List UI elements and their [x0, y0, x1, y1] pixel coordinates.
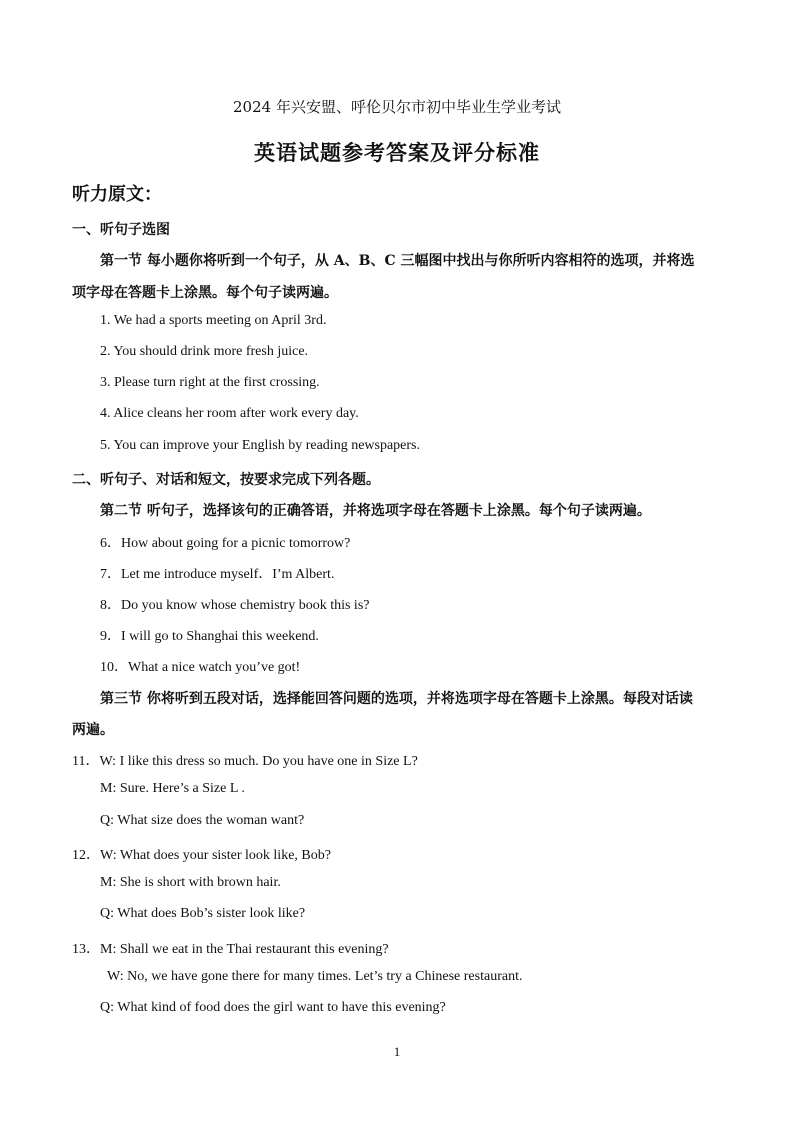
list-item: 5. You can improve your English by reading newspapers. — [100, 438, 421, 453]
list-item: 7．Let me introduce myself．I’m Albert. — [100, 567, 335, 582]
part1-instruction-line2: 项字母在答题卡上涂黑。每个句子读两遍。 — [72, 285, 338, 301]
part2-title: 二、听句子、对话和短文，按要求完成下列各题。 — [72, 472, 380, 488]
section3-instruction-line1: 第三节 你将听到五段对话，选择能回答问题的选项，并将选项字母在答题卡上涂黑。每段对话读 — [100, 691, 693, 707]
dialog-line: Q: What kind of food does the girl want to have this evening? — [100, 1000, 446, 1015]
exam-title: 2024 年兴安盟、呼伦贝尔市初中毕业生学业考试 — [233, 98, 561, 116]
list-item: 2. You should drink more fresh juice. — [100, 344, 309, 359]
part1-title: 一、听句子选图 — [72, 222, 170, 238]
list-item: 10．What a nice watch you’ve got! — [100, 660, 301, 675]
dialog-line: W: No, we have gone there for many times. Let’s try a Chinese restaurant. — [107, 969, 523, 984]
section3-instruction-line2: 两遍。 — [72, 722, 114, 738]
dialog-line: 11．W: I like this dress so much. Do you have one in Size L? — [72, 754, 418, 769]
list-item: 3. Please turn right at the first crossing. — [100, 375, 320, 390]
dialog-line: M: Sure. Here’s a Size L . — [100, 781, 245, 796]
section-heading: 听力原文： — [72, 184, 162, 205]
list-item: 8．Do you know whose chemistry book this is? — [100, 598, 370, 613]
part1-instruction-line1: 第一节 每小题你将听到一个句子，从 A、B、C 三幅图中找出与你所听内容相符的选项，并将选 — [100, 253, 695, 269]
section2-instruction: 第二节 听句子，选择该句的正确答语，并将选项字母在答题卡上涂黑。每个句子读两遍。 — [100, 503, 651, 519]
page-number: 1 — [393, 1044, 401, 1059]
dialog-line: Q: What size does the woman want? — [100, 813, 305, 828]
list-item: 1. We had a sports meeting on April 3rd. — [100, 313, 327, 328]
dialog-line: 13．M: Shall we eat in the Thai restaurant this evening? — [72, 942, 389, 957]
dialog-line: Q: What does Bob’s sister look like? — [100, 906, 306, 921]
dialog-line: 12．W: What does your sister look like, Bob? — [72, 848, 331, 863]
document-title: 英语试题参考答案及评分标准 — [254, 140, 540, 165]
list-item: 4. Alice cleans her room after work every day. — [100, 406, 359, 421]
list-item: 6．How about going for a picnic tomorrow? — [100, 536, 351, 551]
dialog-line: M: She is short with brown hair. — [100, 875, 281, 890]
list-item: 9．I will go to Shanghai this weekend. — [100, 629, 319, 644]
